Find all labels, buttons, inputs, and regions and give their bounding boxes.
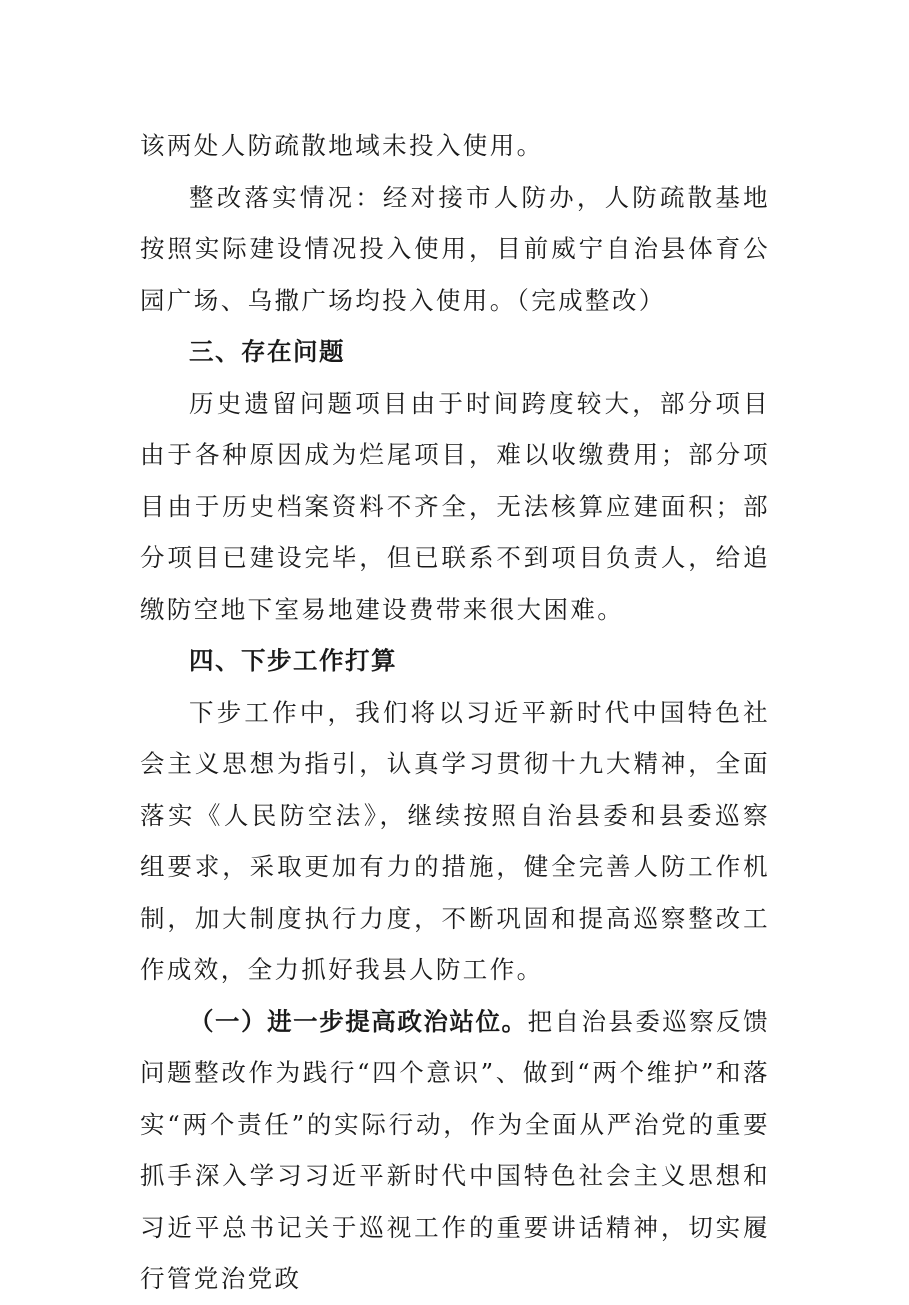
document-body [140,120,770,1305]
paragraph-continuation: 该两处人防疏散地域未投入使用。 [140,131,544,160]
paragraph-rectification-status: 整改落实情况：经对接市人防办，人防疏散基地按照实际建设情况投入使用，目前威宁自治县体育公园广场、乌撒广场均投入使用。（完成整改） [140,182,770,315]
paragraph-existing-problems: 历史遗留问题项目由于时间跨度较大，部分项目由于各种原因成为烂尾项目，难以收缴费用；部分项目由于历史档案资料不齐全，无法核算应建面积；部分项目已建设完毕，但已联系不到项目负责人，给追缴防空地下室易地建设费带来很大困难。 [140,388,770,624]
paragraph-next-steps: 下步工作中，我们将以习近平新时代中国特色社会主义思想为指引，认真学习贯彻十九大精神，全面落实《人民防空法》，继续按照自治县委和县委巡察组要求，采取更加有力的措施，健全完善人防工作机制，加大制度执行力度，不断巩固和提高巡察整改工作成效，全力抓好我县人防工作。 [140,697,770,984]
paragraph-political-stance [140,996,770,1305]
paragraph-body-text: 把自治县委巡察反馈问题整改作为践行“四个意识”、做到“两个维护”和落实“两个责任”的实际行动，作为全面从严治党的重要抓手深入学习习近平新时代中国特色社会主义思想和习近平总书记关于巡视工作的重要讲话精神，切实履行管党治党政 [140,1006,771,1293]
section-heading-existing-problems: 三、存在问题 [189,337,345,366]
section-heading-next-steps: 四、下步工作打算 [189,646,397,675]
paragraph-lead-bold: （一）进一步提高政治站位。 [189,1006,528,1036]
